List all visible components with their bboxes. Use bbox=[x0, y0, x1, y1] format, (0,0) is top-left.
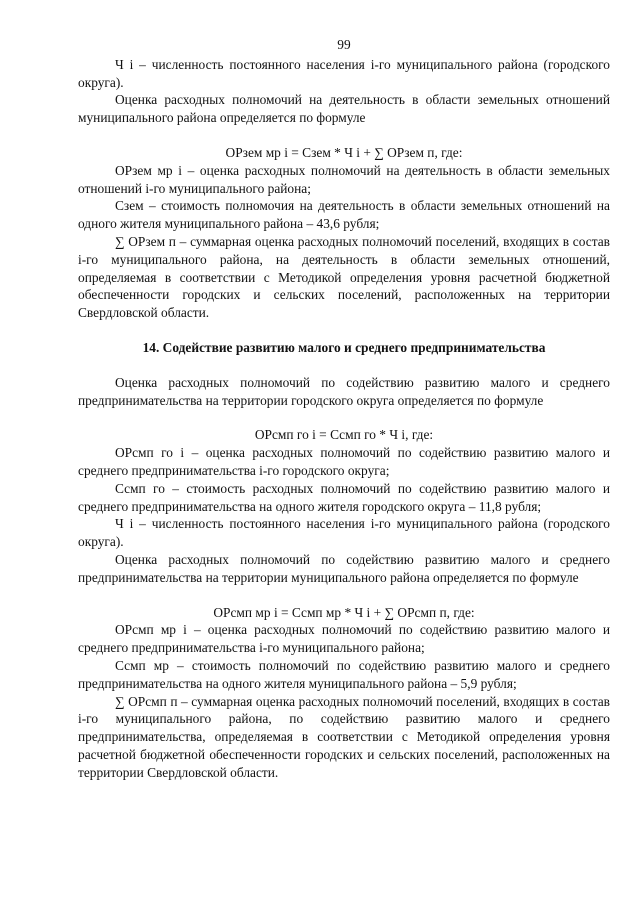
spacer bbox=[78, 587, 610, 604]
document-page bbox=[78, 36, 610, 781]
paragraph: Оценка расходных полномочий на деятельность в области земельных отношений муниципального района определяется по формуле bbox=[78, 92, 610, 126]
spacer bbox=[78, 409, 610, 426]
formula: ОРсмп го i = Ссмп го * Ч i, где: bbox=[254, 427, 434, 443]
paragraph: Ч i – численность постоянного населения i-го муниципального района (городского округа). bbox=[78, 56, 610, 90]
paragraph: Оценка расходных полномочий по содействию развитию малого и среднего предпринимательства на территории муниципального района определяется по формуле bbox=[78, 551, 610, 585]
page-number: 99 bbox=[337, 37, 351, 52]
paragraph: Ссмп мр – стоимость полномочий по содействию развитию малого и среднего предпринимательства на одного жителя муниципального района – 5,9 рубля; bbox=[78, 657, 610, 691]
formula: ОРсмп мр i = Ссмп мр * Ч i + ∑ ОРсмп п, где: bbox=[213, 604, 475, 620]
spacer bbox=[78, 127, 610, 144]
paragraph: Ч i – численность постоянного населения i-го муниципального района (городского округа). bbox=[78, 516, 610, 550]
paragraph: ∑ ОРсмп п – суммарная оценка расходных полномочий поселений, входящих в состав i-го муниципального района, по содействию развитию малого и среднего предпринимательства, определяемая в соответствии с Методикой определения уровня расчетной бюджетной обеспеченности городских и сельских поселений, расположенных на территории Свердловской области. bbox=[78, 693, 610, 780]
paragraph: Оценка расходных полномочий по содействию развитию малого и среднего предпринимательства на территории городского округа определяется по формуле bbox=[78, 374, 610, 408]
paragraph: ОРсмп мр i – оценка расходных полномочий по содействию развитию малого и среднего предпринимательства i-го муниципального района; bbox=[78, 622, 610, 656]
paragraph: Сзем – стоимость полномочия на деятельность в области земельных отношений на одного жителя муниципального района – 43,6 рубля; bbox=[78, 198, 610, 232]
spacer bbox=[78, 357, 610, 374]
document-body bbox=[78, 56, 610, 782]
paragraph: ОРсмп го i – оценка расходных полномочий по содействию развитию малого и среднего предпринимательства i-го городского округа; bbox=[78, 445, 610, 478]
paragraph: ОРзем мр i – оценка расходных полномочий на деятельность в области земельных отношений i-го муниципального района; bbox=[78, 162, 610, 196]
section-heading: 14. Содействие развитию малого и среднего предпринимательства bbox=[142, 339, 546, 355]
formula: ОРзем мр i = Сзем * Ч i + ∑ ОРзем п, где: bbox=[225, 144, 463, 160]
paragraph: Ссмп го – стоимость расходных полномочий по содействию развитию малого и среднего предпринимательства на одного жителя городского округа – 11,8 рубля; bbox=[78, 480, 610, 514]
paragraph: ∑ ОРзем п – суммарная оценка расходных полномочий поселений, входящих в состав i-го муниципального района, на деятельность в области земельных отношений, определяемая в соответствии с Методикой определения уровня расчетной бюджетной обеспеченности городских и сельских поселений, расположенных на территории Свердловской области. bbox=[78, 233, 610, 321]
spacer bbox=[78, 322, 610, 339]
